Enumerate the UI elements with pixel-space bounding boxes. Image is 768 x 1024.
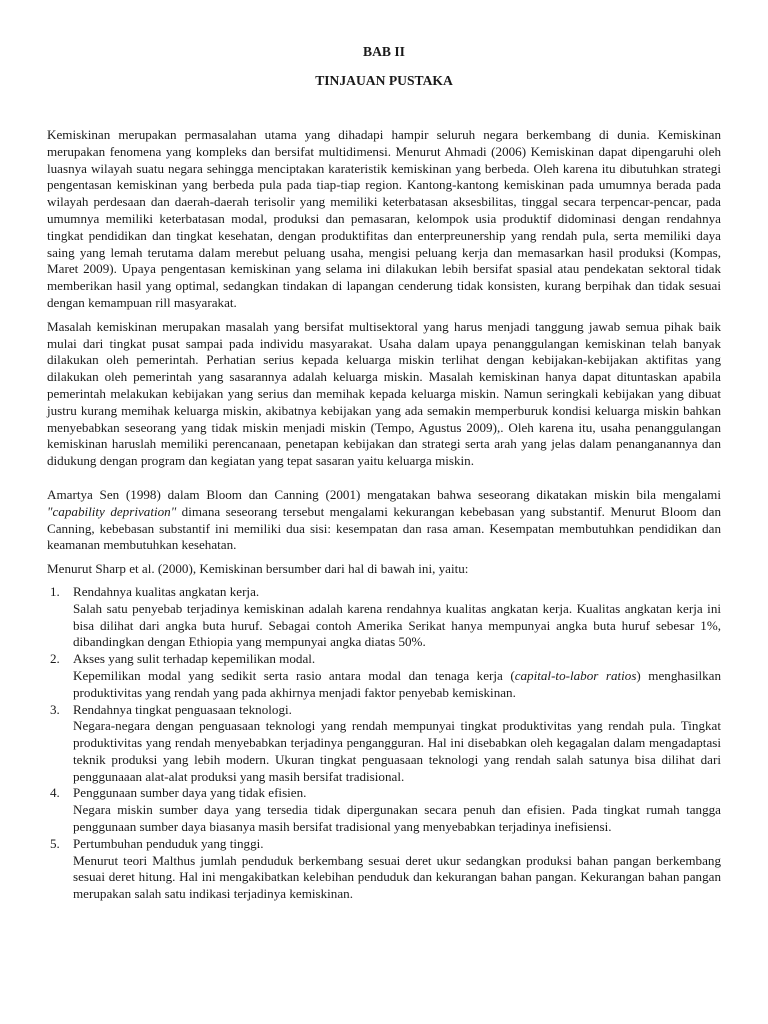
list-item-body: Menurut teori Malthus jumlah penduduk berkembang sesuai deret ukur sedangkan produksi bahan pangan berkembang sesuai deret hitung. Hal ini mengakibatkan kelebihan penduduk dan kekurangan bahan pangan. Kekurangan bahan pangan merupakan salah satu indikasi terjadinya kemiskinan. [73, 852, 721, 902]
list-item-body: Salah satu penyebab terjadinya kemiskinan adalah karena rendahnya kualitas angkatan kerja. Kualitas angkatan kerja ini bisa dilihat dari angka buta huruf. Sebagai contoh Amerika Serikat hanya mempunyai angka buta huruf sebesar 1%, dibandingkan dengan Ethiopia yang mempunyai angka diatas 50%. [73, 600, 721, 650]
paragraph-1: Kemiskinan merupakan permasalahan utama yang dihadapi hampir seluruh negara berkembang di dunia. Kemiskinan merupakan fenomena yang kompleks dan bersifat multidimensi. Menurut Ahmadi (2006) Kemiskinan dapat dipengaruhi oleh luasnya wilayah suatu negara sehingga menciptakan karateristik kemiskinan yang berbeda. Oleh karena itu dibutuhkan strategi pengentasan kemiskinan yang berbeda pula pada tiap-tiap region. Kantong-kantong kemiskinan pada umumnya berada pada wilayah perdesaan dan daerah-daerah terisolir yang memiliki keterbatasan aksesbilitas, tinggal secara terpencar-pencar, pada umumnya memiliki keterbatasan modal, produksi dan pemasaran, kelompok usia produktif didominasi dengan rendahnya tingkat pendidikan dan tingkat kesehatan, dengan produktifitas dan enterpreunership yang rendah pula, serta memiliki daya saing yang lemah terutama dalam merebut peluang usaha, mengisi peluang kerja dan memasarkan hasil produksi (Kompas, Maret 2009). Upaya pengentasan kemiskinan yang selama ini dilakukan lebih bersifat spasial atau pendekatan sektoral tidak memberikan hasil yang optimal, sedangkan tindakan di lapangan cenderung tidak konsisten, kurang berpihak dan tidak sesuai dengan kemampuan rill masyarakat. [47, 127, 721, 310]
paragraph-2: Masalah kemiskinan merupakan masalah yang bersifat multisektoral yang harus menjadi tanggung jawab semua pihak baik mulai dari tingkat pusat sampai pada individu masyarakat. Usaha dalam upaya penanggulangan kemiskinan telah banyak dilakukan oleh pemerintah. Perhatian serius kepada keluarga miskin terlihat dengan kebijakan-kebijakan aktifitas yang dilakukan oleh pemerintah yang sasarannya adalah keluarga miskin. Masalah kemiskinan hanya dapat dituntaskan apabila pemerintah melakukan kebijakan yang serius dan memihak kepada keluarga miskin. Namun seringkali kebijakan yang dibuat justru kurang memihak keluarga miskin, akibatnya kebijakan yang ada semakin memperburuk kondisi keluarga miskin bahkan menyebabkan seseorang yang tidak miskin menjadi miskin (Tempo, Agustus 2009),. Oleh karena itu, usaha penanggulangan kemiskinan haruslah memiliki perencanaan, penetapan kebijakan dan strategi serta arah yang jelas dalam penanganannya dan didukung dengan program dan kegiatan yang tepat sasaran yaitu keluarga miskin. [47, 318, 721, 469]
chapter-heading: BAB II [363, 44, 405, 59]
list-item-title: Rendahnya kualitas angkatan kerja. [73, 583, 260, 599]
paragraph-3-emphasis: "capability deprivation" [47, 503, 177, 519]
list-item-number: 4. [50, 785, 60, 801]
causes-list [47, 584, 721, 903]
list-item [47, 785, 721, 835]
list-item [47, 836, 721, 903]
list-item-body: Negara miskin sumber daya yang tersedia tidak dipergunakan secara penuh dan efisien. Pada tingkat rumah tangga penggunaan sumber daya biasanya masih bersifat tradisional yang menyebabkan terjadinya inefisiensi. [73, 802, 721, 835]
list-item [47, 584, 721, 651]
chapter-title: TINJAUAN PUSTAKA [315, 73, 453, 88]
list-item-number: 3. [50, 701, 60, 717]
list-item-title: Akses yang sulit terhadap kepemilikan modal. [73, 651, 316, 667]
list-item-number: 1. [50, 583, 60, 599]
list-item-body [73, 668, 721, 702]
list-item-body-text-b: ) menghasilkan produktivitas yang rendah yang pada akhirnya menjadi faktor penyebab kemiskinan. [73, 667, 722, 700]
list-item-title: Penggunaan sumber daya yang tidak efisien. [73, 785, 307, 801]
paragraph-4: Menurut Sharp et al. (2000), Kemiskinan bersumber dari hal di bawah ini, yaitu: [47, 561, 469, 577]
list-item-number: 2. [50, 651, 60, 667]
list-item [47, 651, 721, 701]
list-item-title: Rendahnya tingkat penguasaan teknologi. [73, 701, 292, 717]
paragraph-3-text-b: dimana seseorang tersebut mengalami kekurangan kebebasan yang substantif. Menurut Bloom dan Canning, kebebasan substantif ini memiliki dua sisi: kesempatan dan rasa aman. Kesempatan membutuhkan pendidikan dan keamanan membutuhkan kesehatan. [47, 503, 722, 553]
paragraph-3 [47, 487, 721, 554]
list-item-title: Pertumbuhan penduduk yang tinggi. [73, 835, 264, 851]
paragraph-3-text-a: Amartya Sen (1998) dalam Bloom dan Canning (2001) mengatakan bahwa seseorang dikatakan miskin bila mengalami [47, 486, 721, 502]
list-item-body: Negara-negara dengan penguasaan teknologi yang rendah mempunyai tingkat produktivitas yang rendah pula. Tingkat produktivitas yang rendah menyebabkan terjadinya pengangguran. Hal ini disebabkan oleh kegagalan dalam mengadaptasi teknik produksi yang lebih modern. Ukuran tingkat penguasaan teknologi yang rendah salah satunya bisa dilihat dari penggunaaan alat-alat produksi yang masih bersifat tradisional. [73, 718, 721, 784]
list-item-body-emphasis: capital-to-labor ratios [514, 667, 637, 683]
list-item [47, 702, 721, 786]
list-item-body-text-a: Kepemilikan modal yang sedikit serta rasio antara modal dan tenaga kerja ( [73, 667, 515, 683]
list-item-number: 5. [50, 835, 60, 851]
